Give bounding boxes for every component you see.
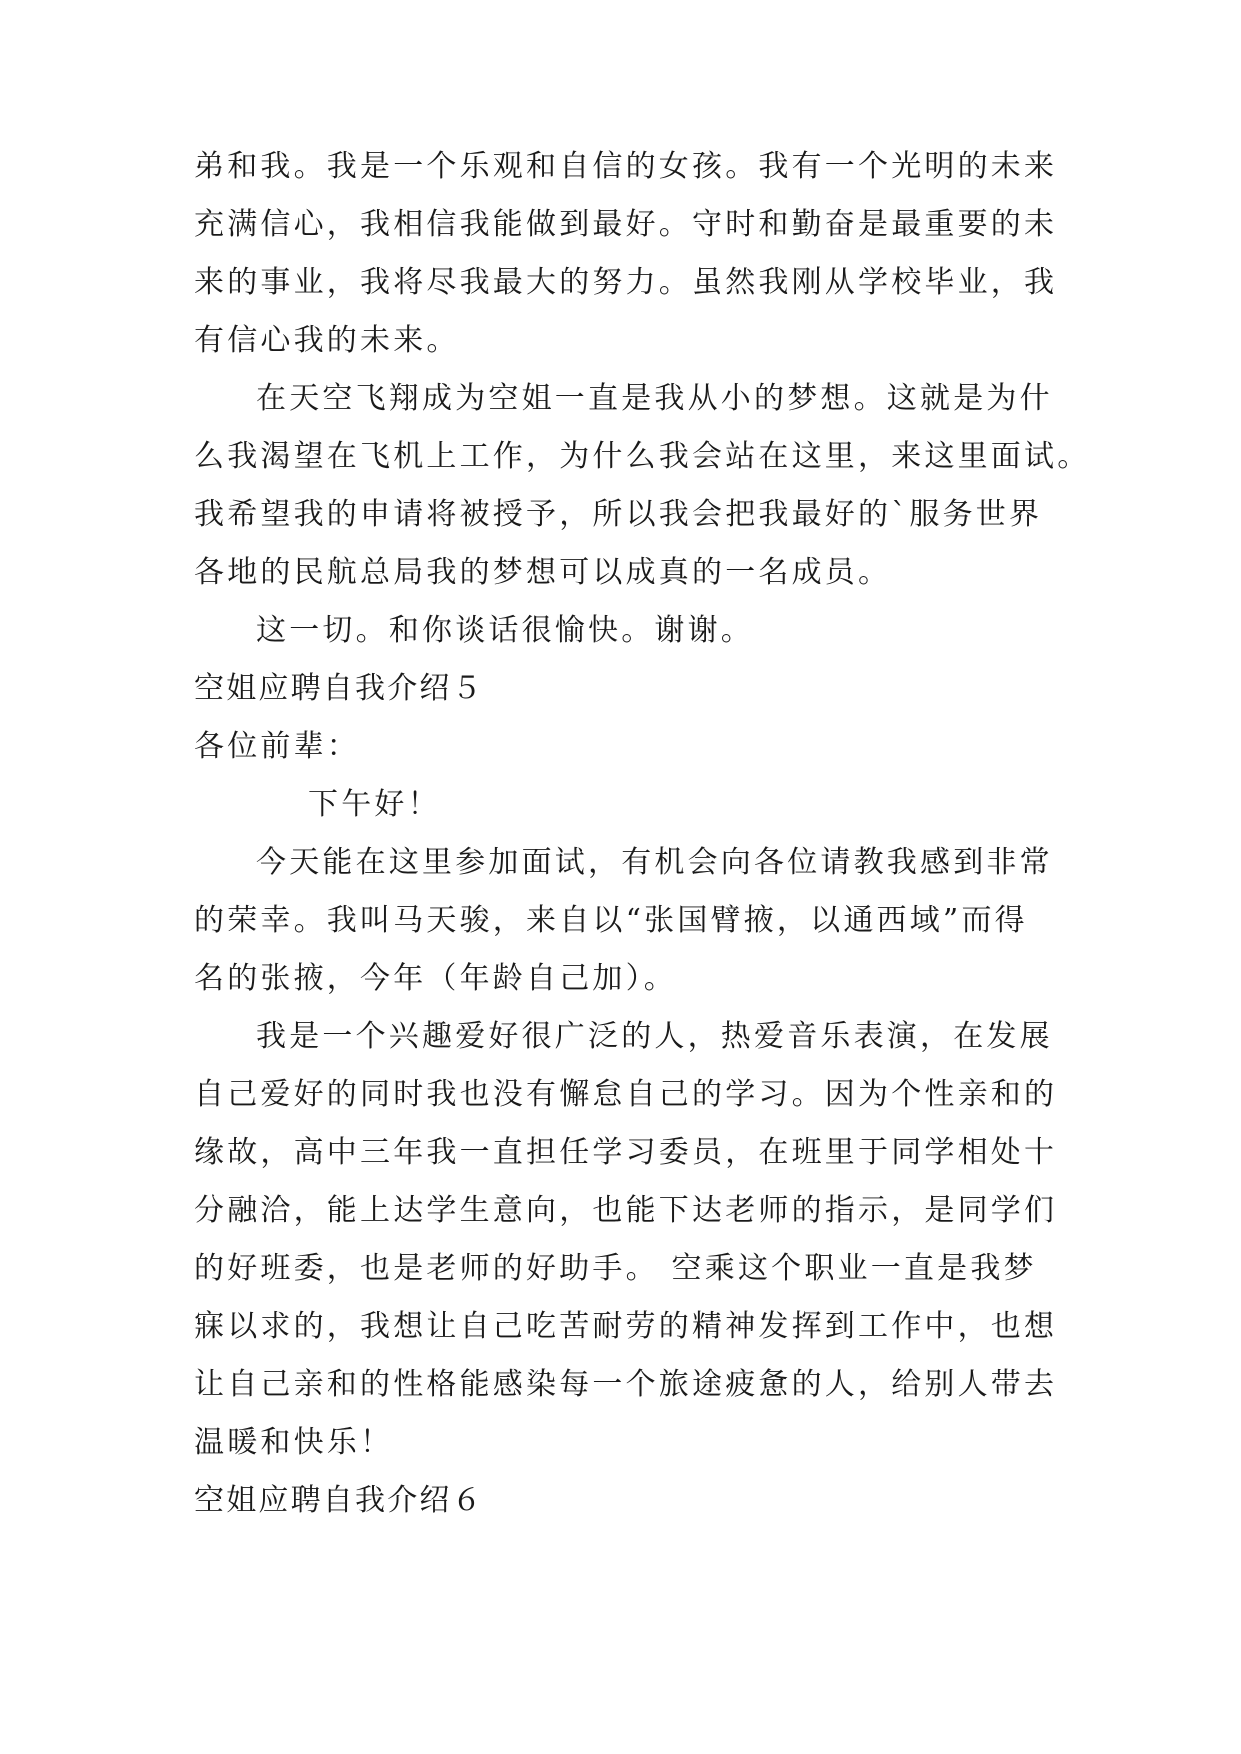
- section-heading: 空姐应聘自我介绍６: [194, 1483, 484, 1518]
- greeting-line: 下午好！: [308, 787, 441, 822]
- paragraph-first-line: 在天空飞翔成为空姐一直是我从小的梦想。这就是为什: [256, 381, 1053, 416]
- salutation-line: 各位前辈：: [194, 729, 360, 764]
- text-line: 各地的民航总局我的梦想可以成真的一名成员。: [194, 555, 892, 590]
- text-line: 有信心我的未来。: [194, 323, 460, 358]
- text-line: 么我渴望在飞机上工作，为什么我会站在这里，来这里面试。: [194, 439, 1091, 474]
- text-line: 我希望我的申请将被授予，所以我会把我最好的`服务世界: [194, 497, 1043, 532]
- text-line: 温暖和快乐！: [194, 1425, 394, 1460]
- text-line: 的好班委，也是老师的好助手。 空乘这个职业一直是我梦: [194, 1251, 1037, 1286]
- text-line: 充满信心，我相信我能做到最好。守时和勤奋是最重要的未: [194, 207, 1058, 242]
- paragraph-first-line: 这一切。和你谈话很愉快。谢谢。: [256, 613, 754, 648]
- section-heading: 空姐应聘自我介绍５: [194, 671, 484, 706]
- text-line: 来的事业，我将尽我最大的努力。虽然我刚从学校毕业，我: [194, 265, 1058, 300]
- text-line: 寐以求的，我想让自己吃苦耐劳的精神发挥到工作中，也想: [194, 1309, 1058, 1344]
- text-line: 弟和我。我是一个乐观和自信的女孩。我有一个光明的未来: [194, 149, 1058, 184]
- paragraph-first-line: 我是一个兴趣爱好很广泛的人，热爱音乐表演，在发展: [256, 1019, 1053, 1054]
- text-line: 分融洽，能上达学生意向，也能下达老师的指示，是同学们: [194, 1193, 1058, 1228]
- text-line: 自己爱好的同时我也没有懈怠自己的学习。因为个性亲和的: [194, 1077, 1058, 1112]
- text-line: 缘故，高中三年我一直担任学习委员，在班里于同学相处十: [194, 1135, 1058, 1170]
- text-line: 名的张掖，今年（年龄自己加）。: [194, 961, 677, 996]
- paragraph-first-line: 今天能在这里参加面试，有机会向各位请教我感到非常: [256, 845, 1053, 880]
- text-line: 的荣幸。我叫马天骏，来自以“张国臂掖，以通西域”而得: [194, 903, 1028, 938]
- text-line: 让自己亲和的性格能感染每一个旅途疲惫的人，给别人带去: [194, 1367, 1058, 1402]
